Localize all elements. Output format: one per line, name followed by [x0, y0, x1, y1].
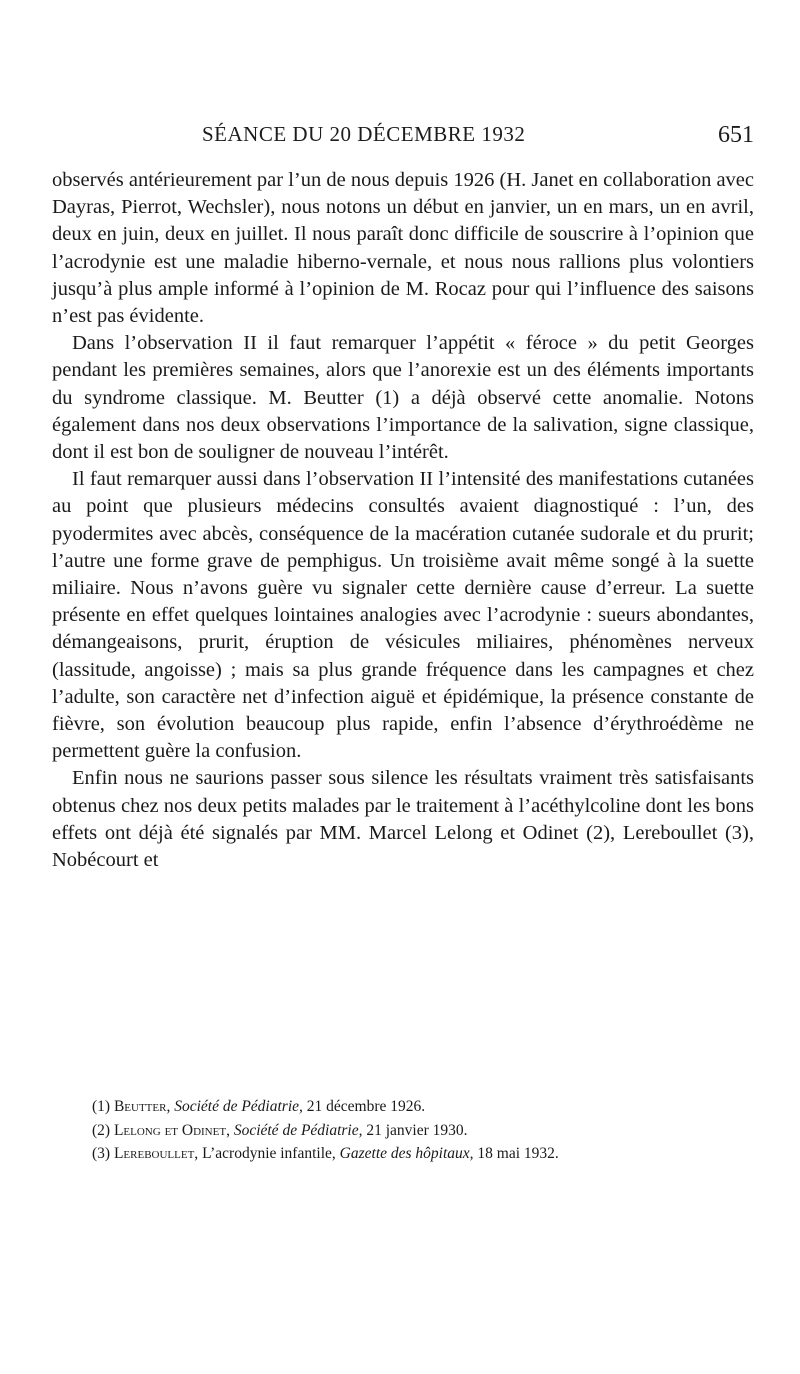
body-text — [52, 167, 754, 874]
paragraph-2: Dans l’observation II il faut remarquer l’appétit « féroce » du petit Georges pendant les premières semaines, alors que l’anorexie est un des éléments importants du syndrome classique. M. Beutter (1) a déjà observé cette anomalie. Notons également dans nos deux observations l’importance de la salivation, signe classique, dont il est bon de souligner de nouveau l’intérêt. — [52, 332, 754, 464]
footnote-author: Lereboullet, — [113, 1145, 199, 1162]
page-header — [52, 122, 754, 162]
footnote-2 — [92, 1119, 712, 1143]
footnote-number: (1) — [92, 1098, 111, 1115]
footnote-date: 21 décembre 1926. — [306, 1098, 426, 1115]
footnote-author: Lelong et Odinet, — [113, 1121, 230, 1139]
footnote-1 — [92, 1095, 712, 1119]
footnotes — [92, 1095, 712, 1166]
footnote-title: L’acrodynie infantile, — [202, 1145, 336, 1162]
footnote-source: Société de Pédiatrie, — [174, 1098, 303, 1115]
page-number: 651 — [718, 122, 754, 148]
paragraph-4: Enfin nous ne saurions passer sous silence les résultats vraiment très satisfaisants obtenus chez nos deux petits malades par le traitement à l’acéthylcoline dont les bons effets ont déjà été signalés par MM. Marcel Lelong et Odinet (2), Lereboullet (3), Nobécourt et — [52, 767, 754, 872]
footnote-date: 18 mai 1932. — [477, 1145, 559, 1162]
footnote-number: (3) — [92, 1145, 111, 1162]
footnote-author: Beutter, — [113, 1098, 171, 1115]
running-head: SÉANCE DU 20 DÉCEMBRE 1932 — [202, 122, 526, 146]
footnote-number: (2) — [92, 1121, 111, 1139]
paragraph-3: Il faut remarquer aussi dans l’observation II l’intensité des manifestations cutanées au point que plusieurs médecins consultés avaient diagnostiqué : l’un, des pyodermites avec abcès, conséquence de la macération cutanée sudorale et du prurit; l’autre une forme grave de pemphigus. Un troisième avait même songé à la suette miliaire. Nous n’avons guère vu signaler cette dernière cause d’erreur. La suette présente en effet quelques lointaines analogies avec l’acrodynie : sueurs abondantes, démangeaisons, prurit, éruption de vésicules miliaires, phénomènes nerveux (lassitude, angoisse) ; mais sa plus grande fréquence dans les campagnes et chez l’adulte, son caractère net d’infection aiguë et épidémique, la présence constante de fièvre, son évolution beaucoup plus rapide, enfin l’absence d’érythroédème ne permettent guère la confusion. — [52, 468, 754, 763]
footnote-3 — [92, 1142, 712, 1166]
paragraph-1: observés antérieurement par l’un de nous depuis 1926 (H. Janet en collaboration avec Dayras, Pierrot, Wechsler), nous notons un début en janvier, un en mars, un en avril, deux en juin, deux en juillet. Il nous paraît donc difficile de souscrire à l’opinion que l’acrodynie est une maladie hiberno-vernale, et nous nous rallions plus volontiers jusqu’à plus ample informé à l’opinion de M. Rocaz pour qui l’influence des saisons n’est pas évidente. — [52, 169, 754, 328]
footnote-source: Société de Pédiatrie, — [233, 1121, 363, 1139]
footnote-source: Gazette des hôpitaux, — [339, 1145, 474, 1162]
footnote-date: 21 janvier 1930. — [366, 1121, 468, 1139]
